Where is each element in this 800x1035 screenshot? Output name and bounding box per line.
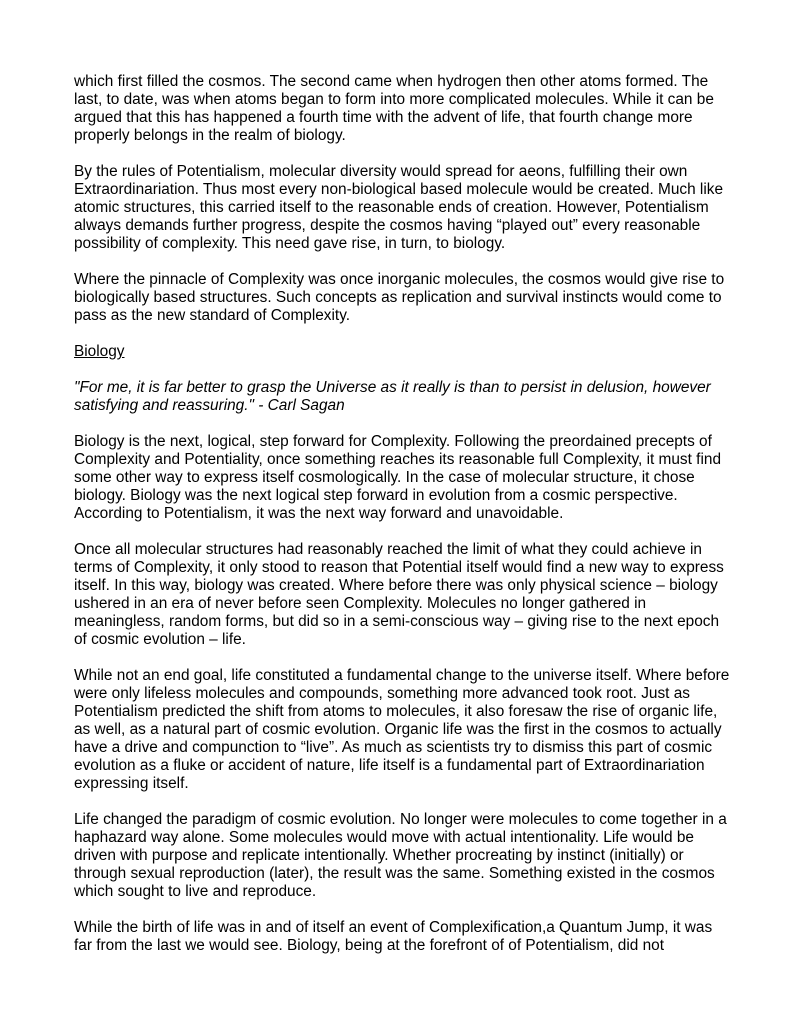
section-heading-biology: Biology — [74, 343, 125, 360]
body-paragraph: While not an end goal, life constituted a fundamental change to the universe itself. Where before were only lifeless molecules and compounds, something more advanced took root. Just as Potentialism predicted the shift from atoms to molecules, it also foresaw the rise of organic life, as well, as a natural part of cosmic evolution. Organic life was the first in the cosmos to actually have a drive and compunction to “live”. As much as scientists try to dismiss this part of cosmic evolution as a fluke or accident of nature, life itself is a fundamental part of Extraordinariation expressing itself. — [74, 667, 730, 792]
body-paragraph: By the rules of Potentialism, molecular diversity would spread for aeons, fulfilling their own Extraordinariation. Thus most every non-biological based molecule would be created. Much like atomic structures, this carried itself to the reasonable ends of creation. However, Potentialism always demands further progress, despite the cosmos having “played out” every reasonable possibility of complexity. This need gave rise, in turn, to biology. — [74, 163, 724, 252]
body-paragraph: Biology is the next, logical, step forward for Complexity. Following the preordained precepts of Complexity and Potentiality, once something reaches its reasonable full Complexity, it must find some other way to express itself cosmologically. In the case of molecular structure, it chose biology. Biology was the next logical step forward in evolution from a cosmic perspective. According to Potentialism, it was the next way forward and unavoidable. — [74, 433, 721, 522]
body-paragraph: Where the pinnacle of Complexity was once inorganic molecules, the cosmos would give rise to biologically based structures. Such concepts as replication and survival instincts would come to pass as the new standard of Complexity. — [74, 271, 725, 324]
body-paragraph: Life changed the paradigm of cosmic evolution. No longer were molecules to come together in a haphazard way alone. Some molecules would move with actual intentionality. Life would be driven with purpose and replicate intentionally. Whether procreating by instinct (initially) or through sexual reproduction (later), the result was the same. Something existed in the cosmos which sought to live and reproduce. — [74, 811, 727, 900]
body-paragraph: While the birth of life was in and of itself an event of Complexification,a Quantum Jump, it was far from the last we would see. Biology, being at the forefront of of Potentialism, did not — [74, 919, 713, 954]
epigraph-quote: "For me, it is far better to grasp the Universe as it really is than to persist in delusion, however satisfying and reassuring." - Carl Sagan — [74, 379, 711, 414]
document-page — [74, 73, 730, 973]
body-paragraph: which first filled the cosmos. The second came when hydrogen then other atoms formed. The last, to date, was when atoms began to form into more complicated molecules. While it can be argued that this has happened a fourth time with the advent of life, that fourth change more properly belongs in the realm of biology. — [74, 73, 714, 144]
body-paragraph: Once all molecular structures had reasonably reached the limit of what they could achieve in terms of Complexity, it only stood to reason that Potential itself would find a new way to express itself. In this way, biology was created. Where before there was only physical science – biology ushered in an era of never before seen Complexity. Molecules no longer gathered in meaningless, random forms, but did so in a semi-conscious way – giving rise to the next epoch of cosmic evolution – life. — [74, 541, 724, 648]
